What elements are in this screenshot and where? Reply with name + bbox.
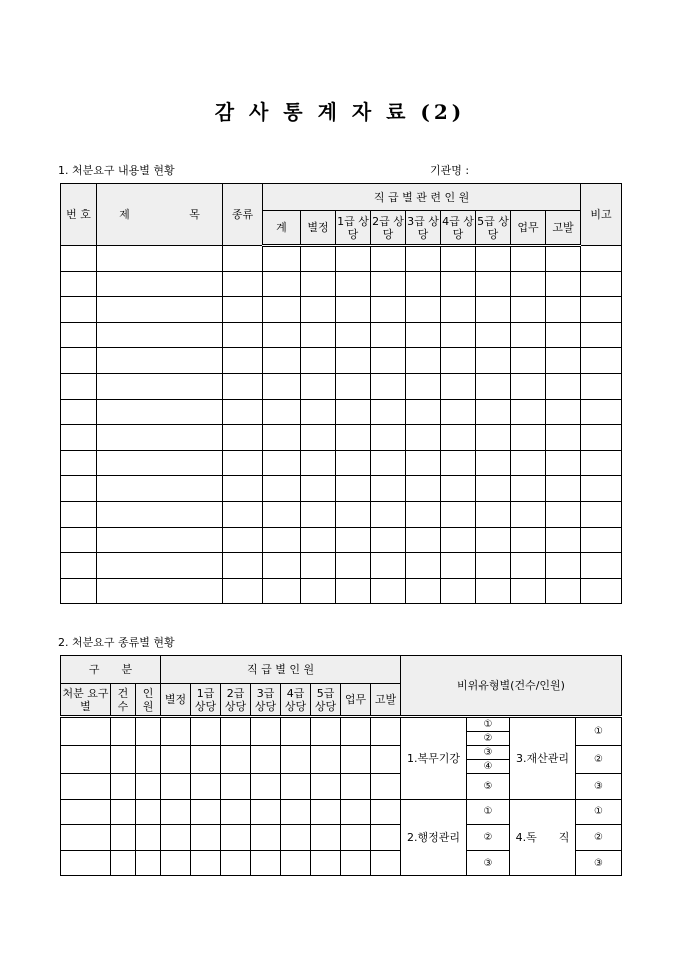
header-total: 계 — [263, 211, 301, 246]
table-cell[interactable] — [223, 450, 263, 476]
header-grade4-2: 4급 상당 — [281, 684, 311, 717]
header-grade3: 3급 상당 — [406, 211, 441, 246]
table-cell[interactable] — [406, 450, 441, 476]
table-cell[interactable] — [336, 578, 371, 604]
table-by-content — [60, 183, 622, 604]
page-title: 감 사 통 계 자 료 (2) — [214, 100, 466, 124]
table-cell[interactable] — [546, 348, 581, 374]
table-cell[interactable] — [301, 297, 336, 323]
header-remark: 비고 — [581, 184, 622, 246]
table-cell[interactable] — [97, 553, 223, 579]
table-cell[interactable] — [406, 322, 441, 348]
table-cell[interactable] — [336, 501, 371, 527]
category-duty-discipline: 1.복무기강 — [401, 717, 467, 800]
cat2-mark-3: ③ — [467, 850, 510, 876]
table-cell[interactable] — [406, 527, 441, 553]
table-cell[interactable] — [476, 501, 511, 527]
table-cell[interactable] — [223, 297, 263, 323]
header-rank-group: 직 급 별 관 련 인 원 — [263, 184, 581, 211]
table-cell[interactable] — [97, 348, 223, 374]
header-no: 번 호 — [61, 184, 97, 246]
table-row — [61, 373, 622, 399]
table-cell[interactable] — [511, 373, 546, 399]
table-cell[interactable] — [371, 501, 406, 527]
table-cell[interactable] — [581, 399, 622, 425]
table-cell[interactable] — [223, 322, 263, 348]
table-cell[interactable] — [97, 297, 223, 323]
table-row — [61, 578, 622, 604]
table-cell[interactable] — [546, 373, 581, 399]
table-cell[interactable] — [263, 425, 301, 451]
table-cell[interactable] — [511, 322, 546, 348]
table-cell[interactable] — [581, 425, 622, 451]
table-cell[interactable] — [546, 501, 581, 527]
table-cell[interactable] — [223, 553, 263, 579]
table-cell[interactable] — [441, 501, 476, 527]
table-cell[interactable] — [301, 246, 336, 272]
cat4-mark-2: ② — [576, 825, 622, 851]
table-cell[interactable] — [263, 271, 301, 297]
table-cell[interactable] — [301, 348, 336, 374]
table-row — [61, 297, 622, 323]
table-cell[interactable] — [441, 399, 476, 425]
table-cell[interactable] — [546, 297, 581, 323]
table-row — [61, 399, 622, 425]
header-title — [97, 184, 223, 246]
table-cell[interactable] — [476, 450, 511, 476]
table-cell[interactable] — [97, 322, 223, 348]
category-corruption: 4.독 직 — [510, 799, 576, 876]
table-cell[interactable] — [263, 501, 301, 527]
table-cell[interactable] — [406, 297, 441, 323]
header-grade4: 4급 상당 — [441, 211, 476, 246]
table-cell[interactable] — [441, 527, 476, 553]
table-cell[interactable] — [223, 578, 263, 604]
table-cell[interactable] — [441, 348, 476, 374]
header-special-2: 별정 — [161, 684, 191, 717]
header-grade2: 2급 상당 — [371, 211, 406, 246]
table-cell[interactable] — [581, 271, 622, 297]
table-cell[interactable] — [223, 348, 263, 374]
cat4-mark-3: ③ — [576, 850, 622, 876]
category-property-management: 3.재산관리 — [510, 717, 576, 800]
table-cell[interactable] — [263, 527, 301, 553]
category-admin-management: 2.행정관리 — [401, 799, 467, 876]
table-cell[interactable] — [371, 322, 406, 348]
cat3-mark-3: ③ — [576, 774, 622, 800]
table-cell[interactable] — [476, 425, 511, 451]
table-cell[interactable] — [371, 425, 406, 451]
table-cell[interactable] — [511, 425, 546, 451]
table-cell[interactable] — [371, 297, 406, 323]
cat2-mark-1: ① — [467, 799, 510, 825]
table-cell[interactable] — [476, 553, 511, 579]
header-misconduct: 비위유형별(건수/인원) — [401, 656, 622, 717]
table-cell[interactable] — [476, 476, 511, 502]
table-cell[interactable] — [581, 348, 622, 374]
table-cell[interactable] — [371, 399, 406, 425]
table-row — [61, 450, 622, 476]
table-cell[interactable] — [406, 246, 441, 272]
table-cell[interactable] — [511, 450, 546, 476]
table-cell[interactable] — [406, 501, 441, 527]
table-cell[interactable] — [406, 578, 441, 604]
table-cell[interactable] — [581, 578, 622, 604]
table-cell[interactable] — [406, 425, 441, 451]
table-cell[interactable] — [441, 271, 476, 297]
table-cell[interactable] — [61, 476, 97, 502]
table-cell[interactable] — [546, 450, 581, 476]
table-cell[interactable] — [511, 348, 546, 374]
table-cell[interactable] — [581, 246, 622, 272]
table-cell[interactable] — [97, 501, 223, 527]
table-cell[interactable] — [371, 476, 406, 502]
table-cell[interactable] — [97, 373, 223, 399]
section1-label: 1. 처분요구 내용별 현황 — [58, 164, 175, 177]
table-cell[interactable] — [581, 322, 622, 348]
table-cell[interactable] — [546, 322, 581, 348]
table-cell[interactable] — [336, 399, 371, 425]
cat1-mark-5: ⑤ — [467, 774, 510, 800]
table-cell[interactable] — [263, 450, 301, 476]
table-cell[interactable] — [441, 578, 476, 604]
header-grade1: 1급 상당 — [336, 211, 371, 246]
section2-label: 2. 처분요구 종류별 현황 — [58, 636, 175, 649]
table-cell[interactable] — [581, 373, 622, 399]
table-row — [61, 553, 622, 579]
table-row — [61, 425, 622, 451]
table-cell[interactable] — [581, 553, 622, 579]
table-cell[interactable] — [546, 271, 581, 297]
table-cell[interactable] — [97, 476, 223, 502]
header-work: 업무 — [511, 211, 546, 246]
table-cell[interactable] — [371, 348, 406, 374]
table-cell[interactable] — [371, 553, 406, 579]
table-row — [61, 527, 622, 553]
table-cell[interactable] — [511, 476, 546, 502]
header-work-2: 업무 — [341, 684, 371, 717]
table-row — [61, 271, 622, 297]
table-cell[interactable] — [263, 578, 301, 604]
table-cell[interactable] — [61, 271, 97, 297]
header-gubun: 구 분 — [61, 656, 161, 684]
table-cell[interactable] — [301, 322, 336, 348]
table-cell[interactable] — [301, 425, 336, 451]
table-cell[interactable] — [336, 246, 371, 272]
table-cell[interactable] — [336, 476, 371, 502]
table-cell[interactable] — [336, 450, 371, 476]
table-cell[interactable] — [546, 578, 581, 604]
table-cell[interactable] — [301, 476, 336, 502]
table-cell[interactable] — [336, 425, 371, 451]
table-cell[interactable] — [223, 271, 263, 297]
table-cell[interactable] — [476, 246, 511, 272]
table-cell[interactable] — [61, 527, 97, 553]
table-cell[interactable] — [581, 297, 622, 323]
table-cell[interactable] — [511, 553, 546, 579]
table-cell[interactable] — [406, 373, 441, 399]
header-rank-group-2: 직 급 별 인 원 — [161, 656, 401, 684]
table-row — [61, 476, 622, 502]
table-by-type — [60, 655, 622, 876]
table-cell[interactable] — [546, 425, 581, 451]
table-cell[interactable] — [546, 246, 581, 272]
table-cell[interactable] — [371, 271, 406, 297]
table-cell[interactable] — [511, 399, 546, 425]
table-row — [61, 246, 622, 272]
table-cell[interactable] — [301, 578, 336, 604]
table-cell[interactable] — [441, 373, 476, 399]
table-cell[interactable] — [301, 450, 336, 476]
table-cell[interactable] — [61, 348, 97, 374]
table-cell[interactable] — [97, 450, 223, 476]
table-cell[interactable] — [406, 399, 441, 425]
table-cell[interactable] — [406, 271, 441, 297]
header-cases: 건 수 — [111, 684, 136, 717]
table-cell[interactable] — [476, 399, 511, 425]
cat1-mark-3: ③ — [467, 746, 510, 760]
table-cell[interactable] — [336, 271, 371, 297]
table-cell[interactable] — [336, 553, 371, 579]
table-row — [61, 348, 622, 374]
table-cell[interactable] — [301, 527, 336, 553]
table-cell[interactable] — [263, 322, 301, 348]
table-cell[interactable] — [263, 348, 301, 374]
table-cell[interactable] — [223, 501, 263, 527]
table-cell[interactable] — [223, 246, 263, 272]
table-cell[interactable] — [61, 501, 97, 527]
table-cell[interactable] — [301, 373, 336, 399]
cat1-mark-4: ④ — [467, 760, 510, 774]
table-cell[interactable] — [97, 527, 223, 553]
header-special: 별정 — [301, 211, 336, 246]
table-cell[interactable] — [476, 297, 511, 323]
table-cell[interactable] — [441, 476, 476, 502]
table-cell[interactable] — [406, 348, 441, 374]
table-cell[interactable] — [476, 578, 511, 604]
header-grade5: 5급 상당 — [476, 211, 511, 246]
table-cell[interactable] — [546, 476, 581, 502]
table-cell[interactable] — [511, 271, 546, 297]
table-cell[interactable] — [511, 246, 546, 272]
table-cell[interactable] — [263, 373, 301, 399]
table-cell[interactable] — [511, 527, 546, 553]
header-grade3-2: 3급 상당 — [251, 684, 281, 717]
table-cell[interactable] — [581, 476, 622, 502]
table-cell[interactable] — [476, 373, 511, 399]
table-cell[interactable] — [97, 399, 223, 425]
table-cell[interactable] — [546, 553, 581, 579]
table-cell[interactable] — [581, 501, 622, 527]
table-cell[interactable] — [476, 527, 511, 553]
table-cell[interactable] — [61, 322, 97, 348]
table-cell[interactable] — [61, 399, 97, 425]
table-cell[interactable] — [223, 399, 263, 425]
table-cell[interactable] — [61, 553, 97, 579]
table-cell[interactable] — [441, 322, 476, 348]
table-cell[interactable] — [301, 399, 336, 425]
header-accusation: 고발 — [546, 211, 581, 246]
table-cell[interactable] — [263, 476, 301, 502]
table-cell[interactable] — [336, 348, 371, 374]
table-cell[interactable] — [223, 425, 263, 451]
header-accusation-2: 고발 — [371, 684, 401, 717]
table-cell[interactable] — [61, 373, 97, 399]
cat2-mark-2: ② — [467, 825, 510, 851]
table-cell[interactable] — [476, 322, 511, 348]
table-cell[interactable] — [97, 246, 223, 272]
table-cell[interactable] — [223, 476, 263, 502]
cat1-mark-2: ② — [467, 732, 510, 746]
table-cell[interactable] — [263, 553, 301, 579]
table-cell[interactable] — [546, 527, 581, 553]
cat3-mark-1: ① — [576, 717, 622, 746]
table-cell[interactable] — [61, 450, 97, 476]
table-cell[interactable] — [336, 322, 371, 348]
table-cell[interactable] — [263, 399, 301, 425]
table-cell[interactable] — [441, 297, 476, 323]
table-cell[interactable] — [336, 297, 371, 323]
table-cell[interactable] — [511, 501, 546, 527]
table-cell[interactable] — [371, 373, 406, 399]
table-cell[interactable] — [97, 578, 223, 604]
cat4-mark-1: ① — [576, 799, 622, 825]
table-row — [61, 322, 622, 348]
table-cell[interactable] — [371, 527, 406, 553]
header-grade2-2: 2급 상당 — [221, 684, 251, 717]
table-cell[interactable] — [223, 527, 263, 553]
org-name-label: 기관명 : — [430, 164, 470, 177]
table-cell[interactable] — [441, 553, 476, 579]
table-cell[interactable] — [371, 450, 406, 476]
header-disposal-type: 처분 요구별 — [61, 684, 111, 717]
table-cell[interactable] — [441, 425, 476, 451]
table-cell[interactable] — [336, 373, 371, 399]
table-cell[interactable] — [97, 425, 223, 451]
table-cell[interactable] — [223, 373, 263, 399]
table-cell[interactable] — [97, 271, 223, 297]
table-cell[interactable] — [476, 271, 511, 297]
table-cell[interactable] — [581, 527, 622, 553]
table-row — [61, 501, 622, 527]
table-cell[interactable] — [371, 246, 406, 272]
table-cell[interactable] — [336, 527, 371, 553]
header-grade1-2: 1급 상당 — [191, 684, 221, 717]
cat1-mark-1: ① — [467, 717, 510, 732]
table-cell[interactable] — [441, 450, 476, 476]
table-cell[interactable] — [406, 476, 441, 502]
table-cell[interactable] — [441, 246, 476, 272]
cat3-mark-2: ② — [576, 746, 622, 774]
table-cell[interactable] — [476, 348, 511, 374]
table-cell[interactable] — [263, 297, 301, 323]
table-cell[interactable] — [511, 578, 546, 604]
header-title-char2: 목 — [189, 208, 200, 221]
table-cell[interactable] — [581, 450, 622, 476]
table-cell[interactable] — [301, 501, 336, 527]
header-grade5-2: 5급 상당 — [311, 684, 341, 717]
table-cell[interactable] — [511, 297, 546, 323]
table-cell[interactable] — [371, 578, 406, 604]
header-type: 종류 — [223, 184, 263, 246]
table-cell[interactable] — [546, 399, 581, 425]
table-cell[interactable] — [61, 297, 97, 323]
header-people: 인 원 — [136, 684, 161, 717]
table-cell[interactable] — [61, 425, 97, 451]
table-cell[interactable] — [301, 271, 336, 297]
table-cell[interactable] — [263, 246, 301, 272]
header-title-char1: 제 — [119, 208, 130, 221]
table-cell[interactable] — [301, 553, 336, 579]
table-cell[interactable] — [406, 553, 441, 579]
table-cell[interactable] — [61, 246, 97, 272]
table-cell[interactable] — [61, 578, 97, 604]
